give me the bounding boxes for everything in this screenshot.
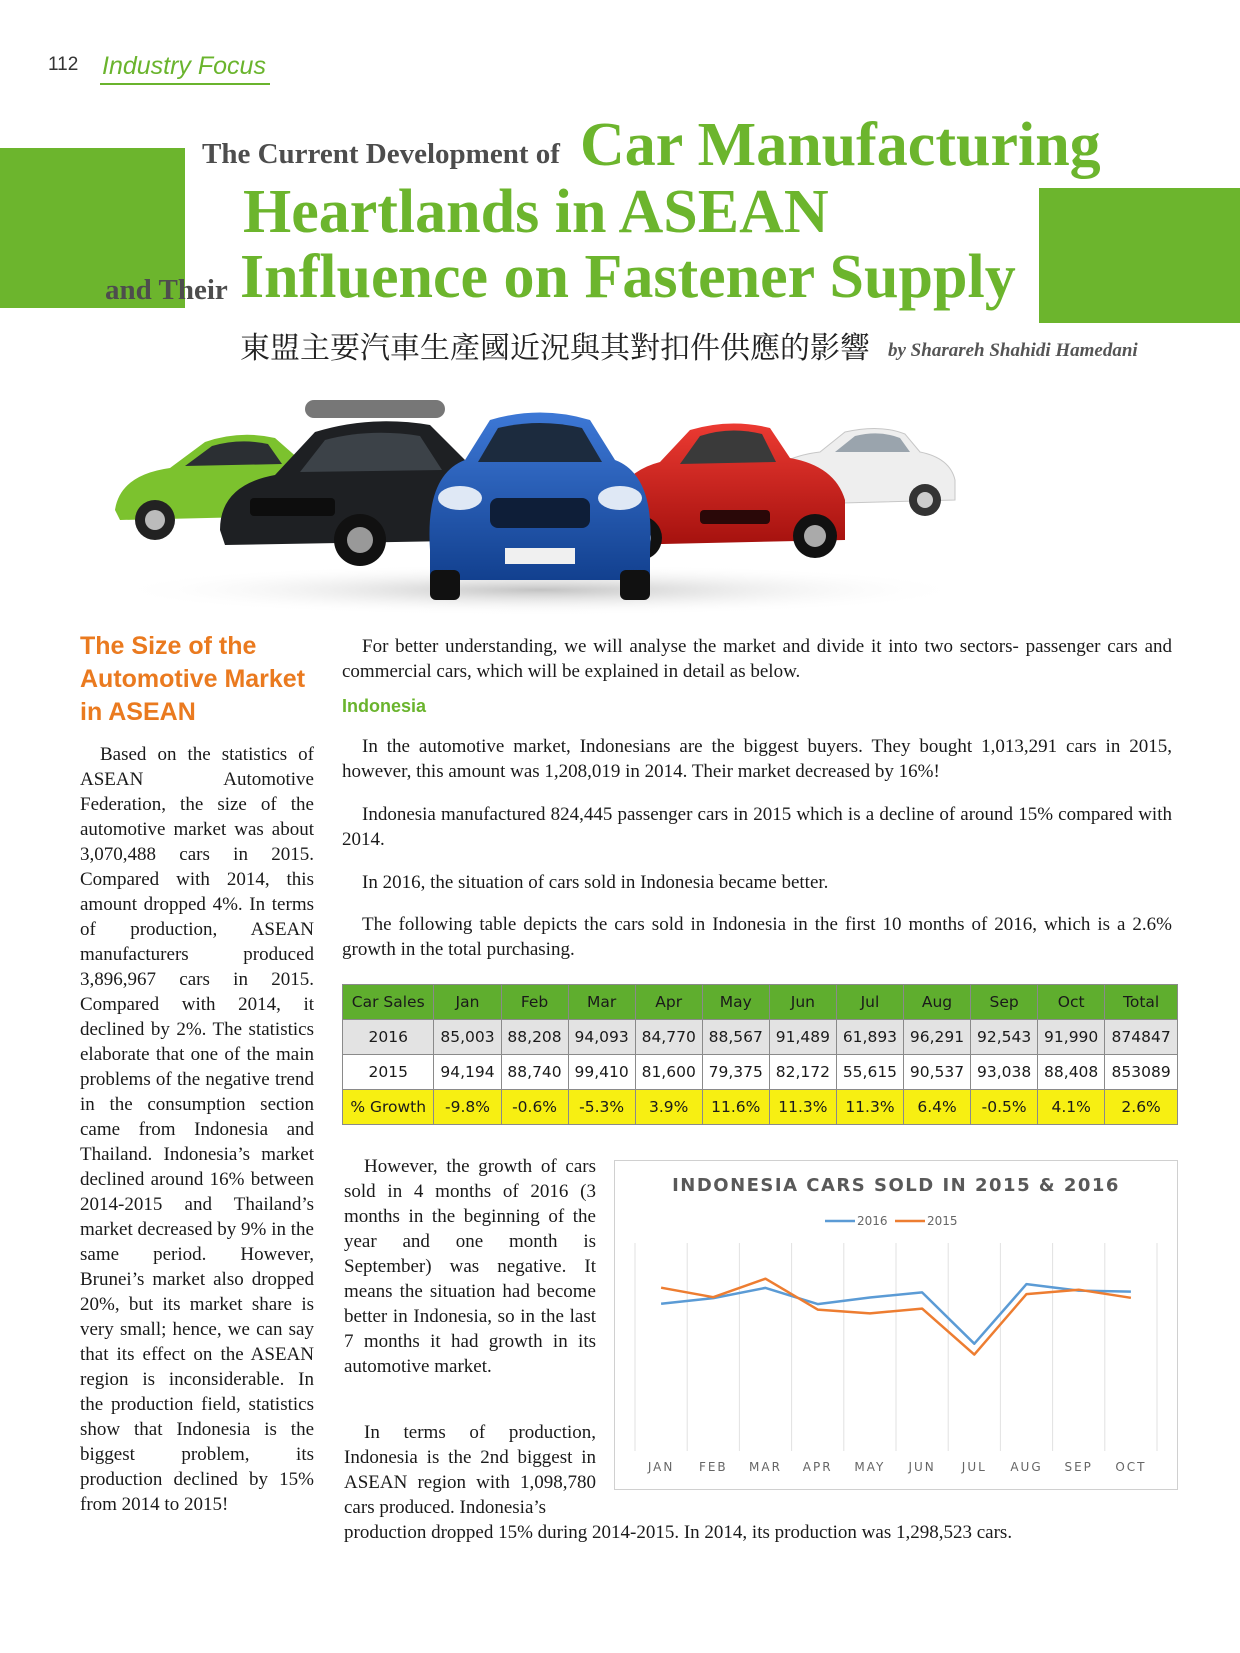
table-cell: 11.6%: [702, 1090, 769, 1125]
table-cell: 11.3%: [836, 1090, 903, 1125]
table-cell: 55,615: [836, 1055, 903, 1090]
chart-x-tick-label: AUG: [1010, 1460, 1043, 1474]
table-cell: 88,740: [501, 1055, 568, 1090]
table-cell: 94,194: [434, 1055, 501, 1090]
table-header-cell: Jun: [769, 985, 836, 1020]
paragraph-production-start: In terms of production, Indonesia is the 2nd biggest in ASEAN region with 1,098,780 cars produced. Indonesia’s: [344, 1422, 596, 1518]
chart-title: INDONESIA CARS SOLD IN 2015 & 2016: [672, 1175, 1120, 1196]
section-label: Industry Focus: [100, 52, 270, 85]
table-cell: 90,537: [903, 1055, 970, 1090]
chart-x-tick-label: MAY: [854, 1460, 886, 1474]
table-cell: 92,543: [971, 1020, 1038, 1055]
table-cell: 874847: [1105, 1020, 1178, 1055]
table-cell: -5.3%: [568, 1090, 635, 1125]
title-line-1: Car Manufacturing: [580, 111, 1101, 179]
table-cell: 88,567: [702, 1020, 769, 1055]
table-cell: 61,893: [836, 1020, 903, 1055]
table-cell: % Growth: [343, 1090, 434, 1125]
table-cell: 81,600: [635, 1055, 702, 1090]
chart-legend-label: 2016: [857, 1214, 888, 1228]
chinese-title: 東盟主要汽車生產國近況與其對扣件供應的影響: [240, 331, 870, 366]
table-cell: -0.6%: [501, 1090, 568, 1125]
title-line-2: Heartlands in ASEAN: [243, 178, 829, 246]
car-sales-table: [342, 984, 1178, 1125]
table-cell: 85,003: [434, 1020, 501, 1055]
line-chart: [614, 1160, 1178, 1490]
table-row-2016: [343, 1020, 1178, 1055]
table-cell: 79,375: [702, 1055, 769, 1090]
chart-x-tick-label: SEP: [1064, 1460, 1093, 1474]
table-cell: 3.9%: [635, 1090, 702, 1125]
title-connector: and Their: [105, 274, 228, 306]
table-header-cell: Oct: [1038, 985, 1105, 1020]
chart-x-tick-label: JUL: [961, 1460, 987, 1474]
cars-hero-image: [100, 380, 980, 620]
table-cell: -0.5%: [971, 1090, 1038, 1125]
paragraph-table-intro: The following table depicts the cars sold in Indonesia in the first 10 months of 2016, which is a 2.6% growth in the total purchasing.: [342, 914, 1172, 960]
table-header-cell: Feb: [501, 985, 568, 1020]
table-cell: 2.6%: [1105, 1090, 1178, 1125]
paragraph-production-end: production dropped 15% during 2014-2015. In 2014, its production was 1,298,523 cars.: [344, 1522, 1013, 1543]
table-row-growth: [343, 1090, 1178, 1125]
table-header-cell: Aug: [903, 985, 970, 1020]
indonesia-heading: Indonesia: [342, 696, 427, 716]
table-cell: 88,408: [1038, 1055, 1105, 1090]
green-decor-block-right: [1039, 188, 1240, 323]
chart-legend-label: 2015: [927, 1214, 958, 1228]
paragraph-manufactured: Indonesia manufactured 824,445 passenger cars in 2015 which is a decline of around 15% compared with 2014.: [342, 804, 1172, 850]
table-header-cell: Jan: [434, 985, 501, 1020]
paragraph-buyers: In the automotive market, Indonesians are the biggest buyers. They bought 1,013,291 cars in 2015, however, this amount was 1,208,019 in 2014. Their market decreased by 16%!: [342, 736, 1172, 782]
chart-x-tick-label: JUN: [908, 1460, 936, 1474]
table-header-cell: Car Sales: [343, 985, 434, 1020]
table-header-cell: May: [702, 985, 769, 1020]
table-cell: 91,489: [769, 1020, 836, 1055]
paragraph-2016-better: In 2016, the situation of cars sold in Indonesia became better.: [362, 872, 829, 893]
title-line-3: Influence on Fastener Supply: [240, 243, 1016, 311]
table-row-2015: [343, 1055, 1178, 1090]
paragraph-growth-negative: However, the growth of cars sold in 4 months of 2016 (3 months in the beginning of the year and one month is September) was negative. It means the situation had become better in Indonesia, so in the last 7 months it had growth in its automotive market.: [344, 1156, 596, 1377]
table-cell: 84,770: [635, 1020, 702, 1055]
table-header-cell: Mar: [568, 985, 635, 1020]
table-cell: 2015: [343, 1055, 434, 1090]
table-cell: 94,093: [568, 1020, 635, 1055]
table-cell: 99,410: [568, 1055, 635, 1090]
table-cell: 82,172: [769, 1055, 836, 1090]
table-header-cell: Apr: [635, 985, 702, 1020]
table-cell: 11.3%: [769, 1090, 836, 1125]
title-prefix: The Current Development of: [202, 138, 560, 170]
table-header-cell: Jul: [836, 985, 903, 1020]
table-cell: 853089: [1105, 1055, 1178, 1090]
chart-x-tick-label: JAN: [647, 1460, 675, 1474]
chart-x-tick-label: APR: [802, 1460, 833, 1474]
table-header-cell: Sep: [971, 985, 1038, 1020]
page-number: 112: [48, 54, 79, 75]
left-section-heading: The Size of the Automotive Market in ASEAN: [80, 632, 306, 726]
author-byline: by Sharareh Shahidi Hamedani: [888, 340, 1138, 361]
table-cell: 93,038: [971, 1055, 1038, 1090]
table-cell: 4.1%: [1038, 1090, 1105, 1125]
chart-x-tick-label: MAR: [749, 1460, 782, 1474]
table-header-cell: Total: [1105, 985, 1178, 1020]
chart-x-tick-label: FEB: [698, 1460, 728, 1474]
table-cell: 2016: [343, 1020, 434, 1055]
intro-paragraph: For better understanding, we will analyse the market and divide it into two sectors- passenger cars and commercial cars, which will be explained in detail as below.: [342, 636, 1172, 682]
chart-plot: [615, 1161, 1177, 1489]
left-section-body: Based on the statistics of ASEAN Automotive Federation, the size of the automotive market was about 3,070,488 cars in 2015. Compared with 2014, this amount dropped 4%. In terms of production, ASEAN manufacturers produced 3,896,967 cars in 2015. Compared with 2014, it declined by 2%. The statistics elaborate that one of the main problems of the negative trend in the consumption section came from Indonesia and Thailand. Indonesia’s market declined around 16% between 2014-2015 and Thailand’s market decreased by 9% in the same period. However, Brunei’s market also dropped 20%, but its market share is very small; hence, we can say that its effect on the ASEAN region is inconsiderable. In the production field, statistics show that Indonesia is the biggest problem, its production declined by 15% from 2014 to 2015!: [80, 744, 314, 1515]
table-cell: -9.8%: [434, 1090, 501, 1125]
table-cell: 96,291: [903, 1020, 970, 1055]
chart-x-tick-label: OCT: [1115, 1460, 1147, 1474]
table-header-row: [343, 985, 1178, 1020]
table-cell: 91,990: [1038, 1020, 1105, 1055]
table-cell: 6.4%: [903, 1090, 970, 1125]
table-cell: 88,208: [501, 1020, 568, 1055]
blue-car: [429, 413, 650, 601]
